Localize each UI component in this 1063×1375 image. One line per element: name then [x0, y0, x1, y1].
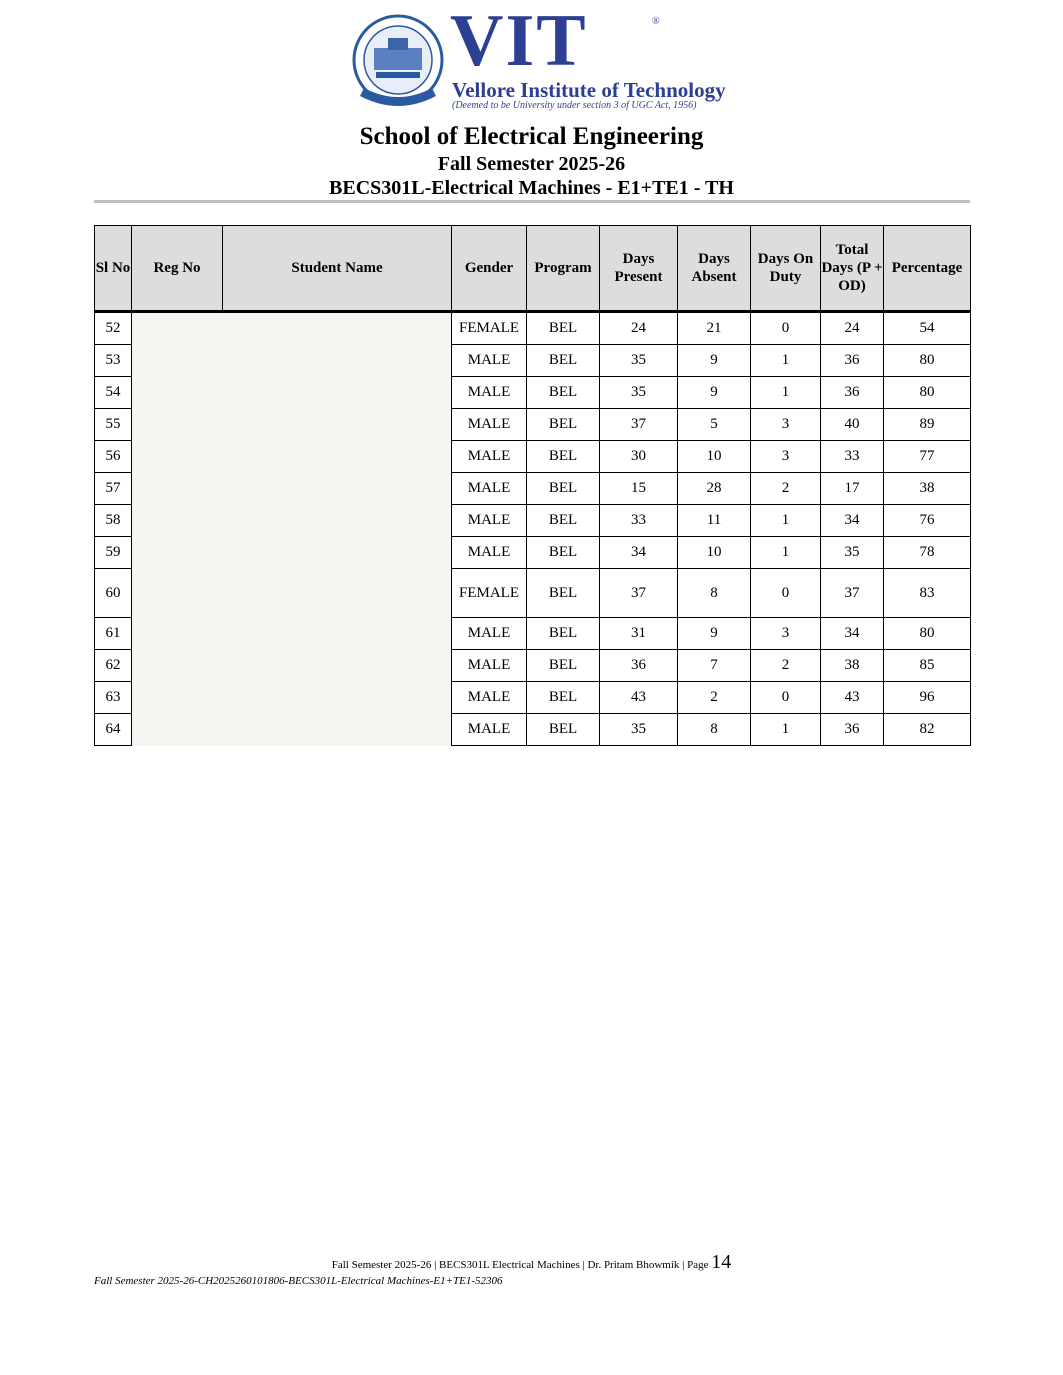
cell-program: BEL	[527, 569, 600, 618]
cell-days-on-duty: 3	[751, 441, 821, 473]
cell-days-on-duty: 1	[751, 537, 821, 569]
cell-gender: MALE	[452, 505, 527, 537]
cell-student-name	[223, 714, 452, 746]
cell-days-on-duty: 3	[751, 618, 821, 650]
table-row	[95, 345, 971, 377]
cell-reg-no	[132, 312, 223, 345]
cell-program: BEL	[527, 312, 600, 345]
cell-total-days: 40	[821, 409, 884, 441]
cell-days-present: 31	[600, 618, 678, 650]
cell-reg-no	[132, 714, 223, 746]
col-sl-no: Sl No	[95, 226, 132, 312]
table-row	[95, 569, 971, 618]
cell-reg-no	[132, 505, 223, 537]
table-header-row	[95, 226, 971, 312]
cell-days-absent: 21	[678, 312, 751, 345]
institute-name: Vellore Institute of Technology	[452, 78, 726, 102]
cell-sl-no: 59	[95, 537, 132, 569]
cell-student-name	[223, 618, 452, 650]
logo-wordmark: VIT	[450, 0, 588, 82]
cell-gender: FEMALE	[452, 569, 527, 618]
table-row	[95, 505, 971, 537]
cell-reg-no	[132, 569, 223, 618]
cell-total-days: 43	[821, 682, 884, 714]
col-student-name: Student Name	[223, 226, 452, 312]
cell-days-on-duty: 1	[751, 505, 821, 537]
cell-program: BEL	[527, 618, 600, 650]
cell-program: BEL	[527, 409, 600, 441]
cell-days-absent: 28	[678, 473, 751, 505]
cell-gender: MALE	[452, 409, 527, 441]
cell-percentage: 78	[884, 537, 971, 569]
cell-program: BEL	[527, 441, 600, 473]
cell-days-absent: 9	[678, 345, 751, 377]
cell-days-present: 35	[600, 345, 678, 377]
cell-gender: MALE	[452, 473, 527, 505]
cell-days-on-duty: 2	[751, 650, 821, 682]
cell-days-absent: 11	[678, 505, 751, 537]
cell-reg-no	[132, 409, 223, 441]
table-row	[95, 650, 971, 682]
header-divider	[94, 200, 970, 203]
cell-days-present: 36	[600, 650, 678, 682]
university-seal-icon	[350, 14, 446, 112]
cell-days-on-duty: 1	[751, 714, 821, 746]
cell-days-absent: 8	[678, 569, 751, 618]
col-percentage: Percentage	[884, 226, 971, 312]
cell-reg-no	[132, 682, 223, 714]
cell-days-present: 37	[600, 409, 678, 441]
table-row	[95, 714, 971, 746]
cell-student-name	[223, 345, 452, 377]
cell-days-absent: 10	[678, 537, 751, 569]
cell-days-present: 35	[600, 714, 678, 746]
cell-days-on-duty: 3	[751, 409, 821, 441]
cell-sl-no: 53	[95, 345, 132, 377]
footer-text: Fall Semester 2025-26 | BECS301L Electrical Machines | Dr. Pritam Bhowmik | Page	[331, 1259, 709, 1271]
cell-gender: MALE	[452, 714, 527, 746]
semester-title: Fall Semester 2025-26	[437, 153, 626, 175]
course-title: BECS301L-Electrical Machines - E1+TE1 - TH	[329, 177, 734, 199]
cell-percentage: 80	[884, 618, 971, 650]
cell-days-present: 33	[600, 505, 678, 537]
cell-total-days: 34	[821, 505, 884, 537]
cell-sl-no: 63	[95, 682, 132, 714]
cell-days-present: 34	[600, 537, 678, 569]
cell-sl-no: 54	[95, 377, 132, 409]
cell-days-on-duty: 1	[751, 377, 821, 409]
cell-sl-no: 55	[95, 409, 132, 441]
deemed-line: (Deemed to be University under section 3 of UGC Act, 1956)	[452, 100, 697, 111]
cell-gender: MALE	[452, 682, 527, 714]
cell-gender: MALE	[452, 441, 527, 473]
cell-student-name	[223, 312, 452, 345]
vit-logo	[350, 0, 726, 114]
cell-sl-no: 56	[95, 441, 132, 473]
cell-student-name	[223, 441, 452, 473]
document-id: Fall Semester 2025-26-CH2025260101806-BECS301L-Electrical Machines-E1+TE1-52306	[94, 1275, 503, 1287]
cell-gender: MALE	[452, 618, 527, 650]
cell-days-absent: 9	[678, 377, 751, 409]
cell-total-days: 38	[821, 650, 884, 682]
cell-days-present: 37	[600, 569, 678, 618]
cell-gender: FEMALE	[452, 312, 527, 345]
table-row	[95, 441, 971, 473]
cell-program: BEL	[527, 377, 600, 409]
cell-student-name	[223, 537, 452, 569]
cell-percentage: 80	[884, 345, 971, 377]
cell-student-name	[223, 473, 452, 505]
cell-gender: MALE	[452, 345, 527, 377]
cell-days-on-duty: 1	[751, 345, 821, 377]
page-number: 14	[711, 1251, 732, 1273]
cell-days-on-duty: 0	[751, 312, 821, 345]
cell-percentage: 85	[884, 650, 971, 682]
cell-days-absent: 2	[678, 682, 751, 714]
cell-program: BEL	[527, 714, 600, 746]
cell-days-absent: 7	[678, 650, 751, 682]
cell-days-on-duty: 0	[751, 569, 821, 618]
cell-student-name	[223, 377, 452, 409]
cell-percentage: 82	[884, 714, 971, 746]
cell-total-days: 24	[821, 312, 884, 345]
cell-student-name	[223, 409, 452, 441]
col-days-absent: Days Absent	[678, 226, 751, 312]
table-row	[95, 682, 971, 714]
cell-sl-no: 62	[95, 650, 132, 682]
cell-reg-no	[132, 618, 223, 650]
cell-program: BEL	[527, 650, 600, 682]
cell-percentage: 89	[884, 409, 971, 441]
cell-program: BEL	[527, 473, 600, 505]
cell-program: BEL	[527, 682, 600, 714]
cell-sl-no: 52	[95, 312, 132, 345]
cell-reg-no	[132, 345, 223, 377]
cell-gender: MALE	[452, 377, 527, 409]
cell-days-present: 30	[600, 441, 678, 473]
cell-days-on-duty: 0	[751, 682, 821, 714]
cell-gender: MALE	[452, 537, 527, 569]
cell-days-absent: 8	[678, 714, 751, 746]
cell-total-days: 33	[821, 441, 884, 473]
cell-percentage: 76	[884, 505, 971, 537]
cell-total-days: 34	[821, 618, 884, 650]
cell-gender: MALE	[452, 650, 527, 682]
cell-days-absent: 9	[678, 618, 751, 650]
table-row	[95, 409, 971, 441]
table-row	[95, 618, 971, 650]
cell-percentage: 77	[884, 441, 971, 473]
cell-sl-no: 61	[95, 618, 132, 650]
cell-percentage: 80	[884, 377, 971, 409]
cell-total-days: 17	[821, 473, 884, 505]
cell-percentage: 96	[884, 682, 971, 714]
cell-student-name	[223, 682, 452, 714]
col-program: Program	[527, 226, 600, 312]
cell-total-days: 36	[821, 345, 884, 377]
cell-program: BEL	[527, 345, 600, 377]
cell-days-present: 35	[600, 377, 678, 409]
col-total-days: Total Days (P + OD)	[821, 226, 884, 312]
table-row	[95, 377, 971, 409]
cell-days-absent: 5	[678, 409, 751, 441]
cell-percentage: 83	[884, 569, 971, 618]
table-row	[95, 312, 971, 345]
cell-sl-no: 64	[95, 714, 132, 746]
page-footer	[0, 1251, 1063, 1274]
cell-reg-no	[132, 377, 223, 409]
cell-program: BEL	[527, 505, 600, 537]
cell-total-days: 35	[821, 537, 884, 569]
cell-days-present: 15	[600, 473, 678, 505]
cell-reg-no	[132, 441, 223, 473]
cell-days-present: 24	[600, 312, 678, 345]
attendance-table	[94, 225, 971, 746]
cell-reg-no	[132, 537, 223, 569]
col-reg-no: Reg No	[132, 226, 223, 312]
cell-percentage: 54	[884, 312, 971, 345]
cell-sl-no: 57	[95, 473, 132, 505]
cell-total-days: 36	[821, 714, 884, 746]
table-row	[95, 537, 971, 569]
col-days-present: Days Present	[600, 226, 678, 312]
school-title: School of Electrical Engineering	[359, 123, 704, 150]
cell-program: BEL	[527, 537, 600, 569]
cell-days-absent: 10	[678, 441, 751, 473]
registered-mark: ®	[652, 16, 660, 27]
cell-percentage: 38	[884, 473, 971, 505]
col-gender: Gender	[452, 226, 527, 312]
cell-student-name	[223, 650, 452, 682]
cell-sl-no: 60	[95, 569, 132, 618]
cell-student-name	[223, 505, 452, 537]
cell-sl-no: 58	[95, 505, 132, 537]
col-days-on-duty: Days On Duty	[751, 226, 821, 312]
cell-days-present: 43	[600, 682, 678, 714]
cell-reg-no	[132, 650, 223, 682]
cell-total-days: 36	[821, 377, 884, 409]
cell-student-name	[223, 569, 452, 618]
cell-reg-no	[132, 473, 223, 505]
table-row	[95, 473, 971, 505]
cell-total-days: 37	[821, 569, 884, 618]
cell-days-on-duty: 2	[751, 473, 821, 505]
